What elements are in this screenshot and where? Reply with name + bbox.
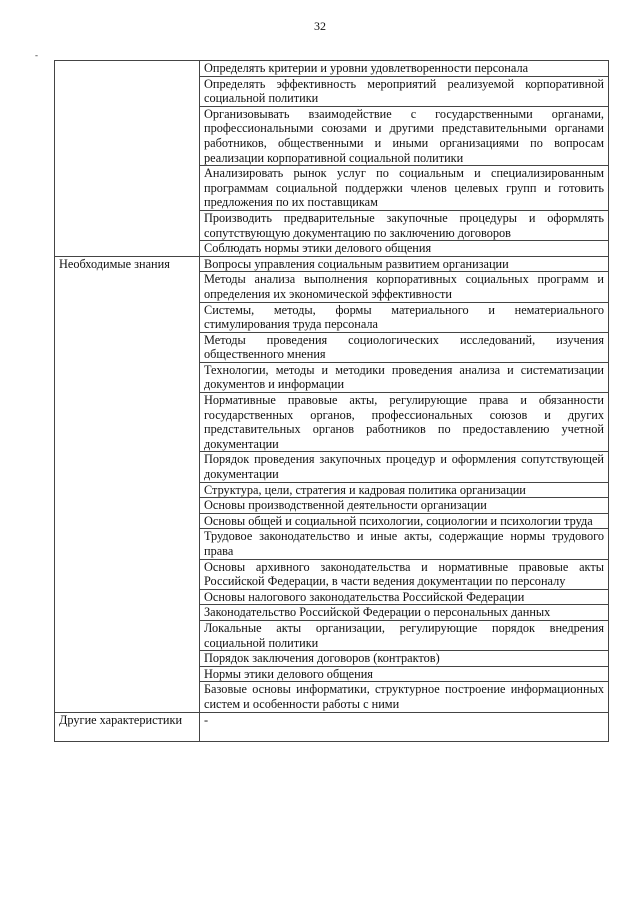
- requirements-table: [54, 60, 609, 742]
- requirement-item: Методы анализа выполнения корпоративных социальных программ и определения их экономической эффективности: [200, 272, 609, 302]
- requirement-item: Нормативные правовые акты, регулирующие права и обязанности государственных органов, профессиональных союзов и других представительных органов работников по предоставлению учетной документации: [200, 393, 609, 452]
- table-body: [55, 61, 609, 742]
- requirement-item: Основы налогового законодательства Российской Федерации: [200, 589, 609, 605]
- requirement-item: Порядок проведения закупочных процедур и оформления сопутствующей документации: [200, 452, 609, 482]
- requirement-item: Определять критерии и уровни удовлетворенности персонала: [200, 61, 609, 77]
- requirement-item: Определять эффективность мероприятий реализуемой корпоративной социальной политики: [200, 76, 609, 106]
- requirement-item: Методы проведения социологических исследований, изучения общественного мнения: [200, 332, 609, 362]
- requirement-item: Трудовое законодательство и иные акты, содержащие нормы трудового права: [200, 529, 609, 559]
- requirement-item: Анализировать рынок услуг по социальным и специализированным программам социальной поддержки членов целевых групп и готовить предложения по их поставщикам: [200, 166, 609, 211]
- table-row: [55, 712, 609, 741]
- requirement-item: Структура, цели, стратегия и кадровая политика организации: [200, 482, 609, 498]
- requirement-item: Локальные акты организации, регулирующие порядок внедрения социальной политики: [200, 620, 609, 650]
- requirement-item: Основы общей и социальной психологии, социологии и психологии труда: [200, 513, 609, 529]
- table-row: [55, 61, 609, 77]
- requirement-item: Нормы этики делового общения: [200, 666, 609, 682]
- section-label: Необходимые знания: [55, 256, 200, 712]
- page-number: 32: [314, 19, 326, 33]
- requirement-item: Основы производственной деятельности организации: [200, 498, 609, 514]
- requirement-item: -: [200, 712, 609, 741]
- requirement-item: Производить предварительные закупочные процедуры и оформлять сопутствующую документацию по заключению договоров: [200, 210, 609, 240]
- requirement-item: Вопросы управления социальным развитием организации: [200, 256, 609, 272]
- table-row: [55, 256, 609, 272]
- requirement-item: Законодательство Российской Федерации о персональных данных: [200, 605, 609, 621]
- requirement-item: Соблюдать нормы этики делового общения: [200, 241, 609, 257]
- requirement-item: Порядок заключения договоров (контрактов): [200, 651, 609, 667]
- section-label: Другие характеристики: [55, 712, 200, 741]
- section-label: [55, 61, 200, 257]
- requirement-item: Основы архивного законодательства и нормативные правовые акты Российской Федерации, в части ведения документации по персоналу: [200, 559, 609, 589]
- margin-mark: -: [35, 50, 38, 60]
- requirement-item: Системы, методы, формы материального и нематериального стимулирования труда персонала: [200, 302, 609, 332]
- requirement-item: Технологии, методы и методики проведения анализа и систематизации документов и информации: [200, 362, 609, 392]
- requirement-item: Организовывать взаимодействие с государственными органами, профессиональными союзами и другими представительными органами работников, общественными и иными организациями по вопросам реализации корпоративной социальной политики: [200, 106, 609, 165]
- requirement-item: Базовые основы информатики, структурное построение информационных систем и особенности работы с ними: [200, 682, 609, 712]
